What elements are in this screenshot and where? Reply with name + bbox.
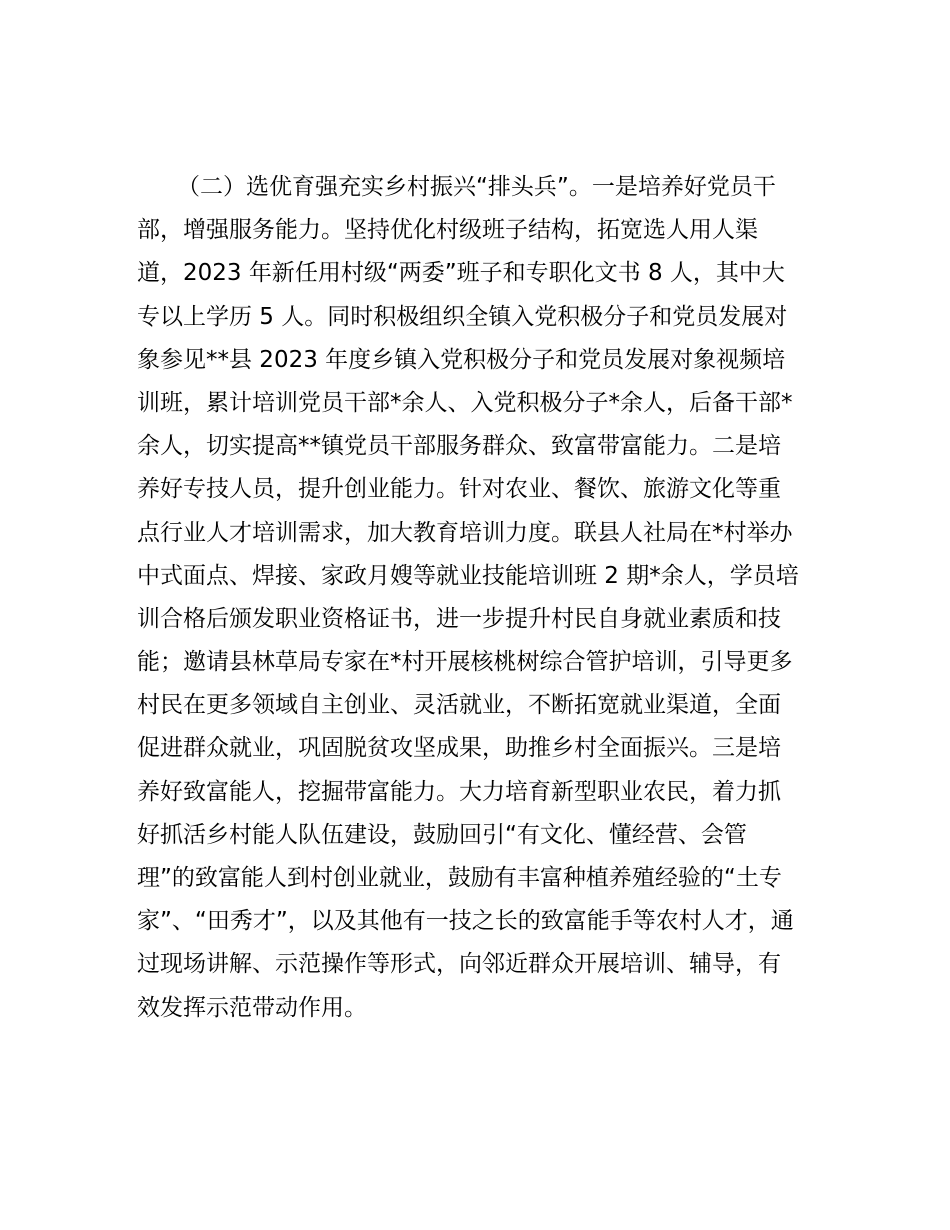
paragraph-line: 能；邀请县林草局专家在*村开展核桃树综合管护培训，引导更多 xyxy=(137,649,793,676)
paragraph-line: 点行业人才培训需求，加大教育培训力度。联县人社局在*村举办 xyxy=(137,519,793,546)
paragraph-line: （二）选优育强充实乡村振兴“排头兵”。一是培养好党员干 xyxy=(177,174,776,200)
paragraph-line: 村民在更多领域自主创业、灵活就业，不断拓宽就业渠道，全面 xyxy=(137,692,781,719)
paragraph-line: 余人，切实提高**镇党员干部服务群众、致富带富能力。二是培 xyxy=(137,433,781,460)
paragraph-line: 家”、“田秀才”，以及其他有一技之长的致富能手等农村人才，通 xyxy=(137,908,794,935)
paragraph-line: 道，2023 年新任用村级“两委”班子和专职化文书 8 人，其中大 xyxy=(137,260,785,287)
paragraph-line: 好抓活乡村能人队伍建设，鼓励回引“有文化、懂经营、会管 xyxy=(137,821,747,848)
paragraph-line: 专以上学历 5 人。同时积极组织全镇入党积极分子和党员发展对 xyxy=(137,303,788,330)
paragraph-line: 效发挥示范带动作用。 xyxy=(137,994,367,1021)
paragraph-line: 部，增强服务能力。坚持优化村级班子结构，拓宽选人用人渠 xyxy=(137,217,758,244)
paragraph-line: 过现场讲解、示范操作等形式，向邻近群众开展培训、辅导，有 xyxy=(137,951,781,978)
paragraph-line: 养好专技人员，提升创业能力。针对农业、餐饮、旅游文化等重 xyxy=(137,476,781,503)
paragraph-line: 象参见**县 2023 年度乡镇入党积极分子和党员发展对象视频培 xyxy=(137,346,786,373)
paragraph-line: 训班，累计培训党员干部*余人、入党积极分子*余人，后备干部* xyxy=(137,389,793,416)
paragraph-line: 中式面点、焊接、家政月嫂等就业技能培训班 2 期*余人，学员培 xyxy=(137,562,799,589)
paragraph-line: 促进群众就业，巩固脱贫攻坚成果，助推乡村全面振兴。三是培 xyxy=(137,735,781,762)
paragraph-line: 养好致富能人，挖掘带富能力。大力培育新型职业农民，着力抓 xyxy=(137,778,781,805)
body-paragraph xyxy=(137,166,837,1030)
paragraph-line: 理”的致富能人到村创业就业，鼓励有丰富种植养殖经验的“土专 xyxy=(137,865,782,891)
paragraph-line: 训合格后颁发职业资格证书，进一步提升村民自身就业素质和技 xyxy=(137,605,781,632)
